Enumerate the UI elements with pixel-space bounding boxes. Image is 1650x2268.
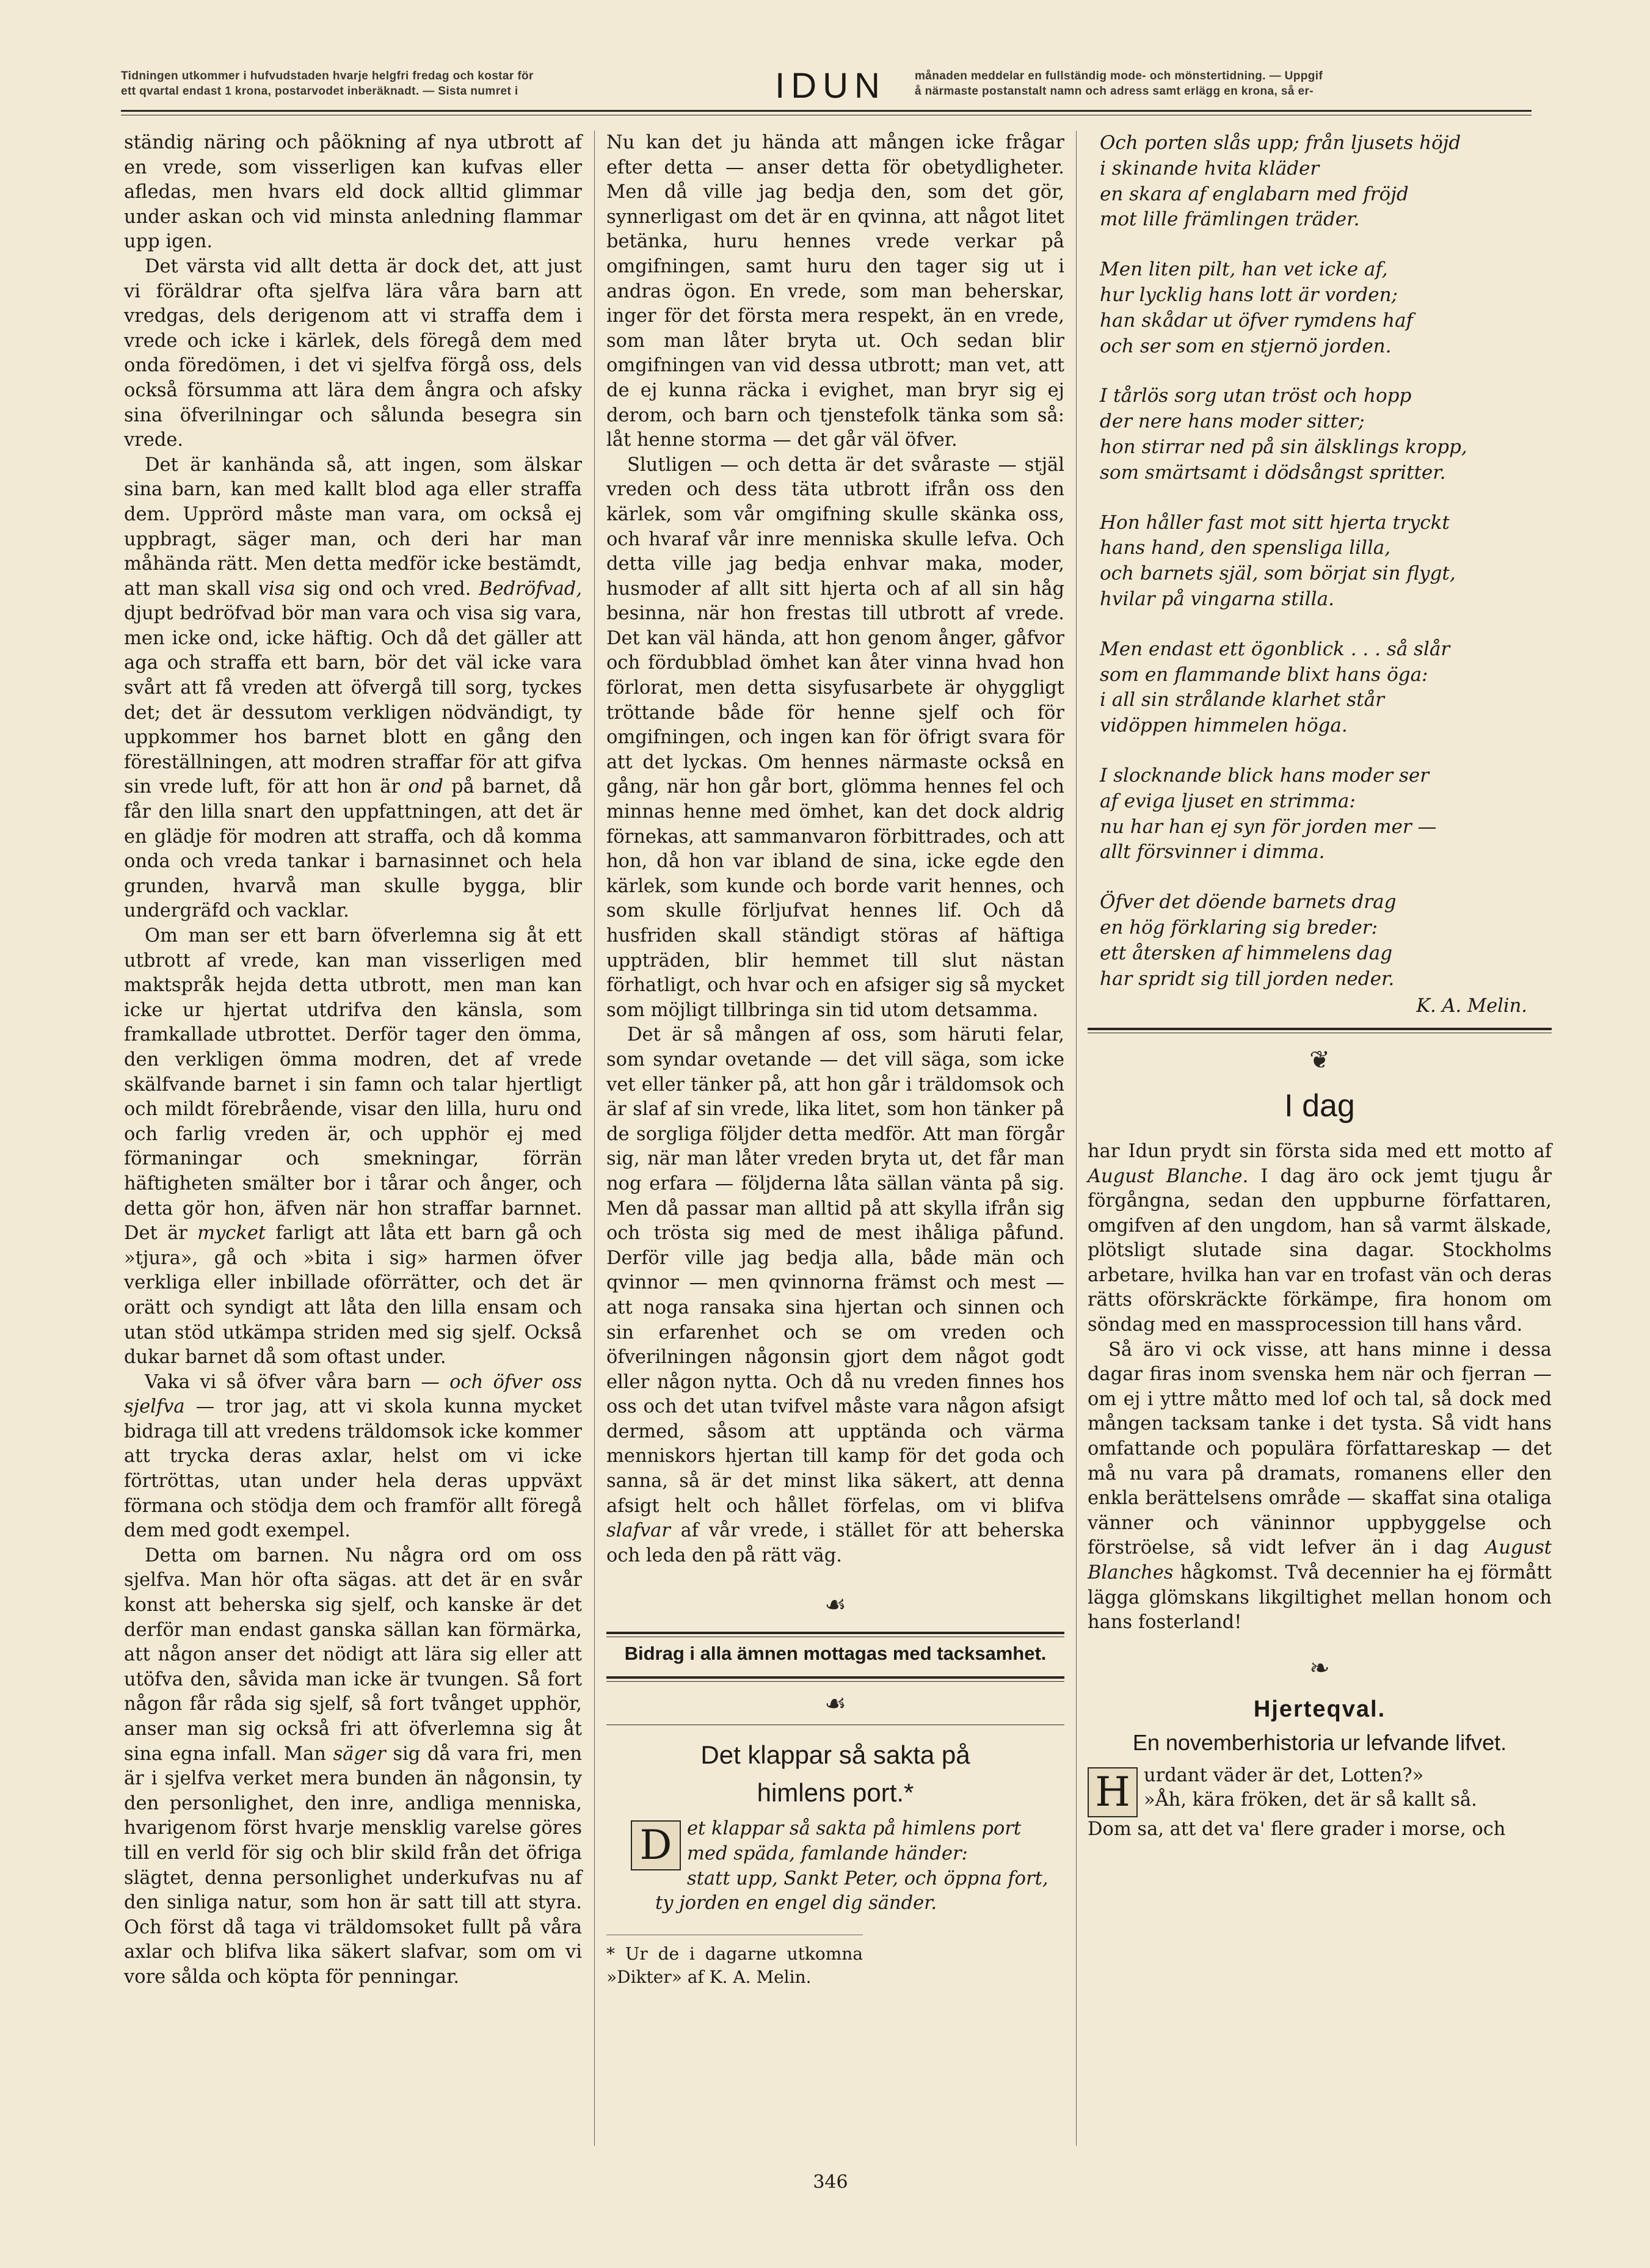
- poem-line: mot lille främlingen träder.: [1100, 208, 1360, 231]
- poem-line: Men liten pilt, han vet icke af,: [1100, 258, 1388, 281]
- paragraph: ständig näring och påökning af nya utbrott af en vrede, som visserligen kan kufvas eller afledas, men hvars eld dock alltid glimmar under askan och vid minsta anledning flammar upp igen.: [124, 132, 582, 253]
- section-rule-thin: [606, 1681, 1064, 1682]
- poem-line: I tårlös sorg utan tröst och hopp: [1100, 385, 1412, 407]
- page-number: 346: [813, 2172, 848, 2193]
- poem-line: en hög förklaring sig breder:: [1100, 916, 1378, 939]
- poem-line: der nere hans moder sitter;: [1100, 410, 1365, 433]
- contributions-notice: Bidrag i alla ämnen mottagas med tacksamhet.: [624, 1643, 1047, 1665]
- article-title-idag: I dag: [1284, 1088, 1355, 1124]
- poem-line: hur lycklig hans lott är vorden;: [1100, 283, 1398, 306]
- poem-line: Hon håller fast mot sitt hjerta tryckt: [1100, 511, 1450, 534]
- paragraph: Detta om barnen. Nu några ord om oss sjelfva. Man hör ofta sägas. att det är en svår konst att beherska sig sjelf, och kanske är det derför man endast ganska sällan kan förmärka, att någon anser det nödigt att lära sig eller att utöfva den, såvida man icke är tvungen. Så fort någon får råda sig sjelf, så fort tvånget upphör, anser man sig också fri att öfverlemna sig åt sina egna infall. Man säger sig då vara fri, men är i sjelfva verket mera bunden än någonsin, ty den personlighet, den inre, andliga menniska, hvarigenom först hvarje mensklig varelse göres till en verld för sig och blir skild från det öfriga slägtet, denna personlighet underkufvas nu af den sinliga natur, som hon är satt till att styra. Och först då taga vi träldomsoket fullt på våra axlar och blifva lika säkert slafvar, som om vi vore sålda och köpta för penningar.: [124, 1544, 583, 1988]
- flourish-icon: ❧: [1309, 1654, 1330, 1682]
- masthead-rule: [121, 110, 1532, 112]
- poem-line: och ser som en stjernö jorden.: [1100, 335, 1392, 357]
- poem-line: som smärtsamt i dödsångst spritter.: [1100, 461, 1446, 484]
- poem-continuation: [1088, 131, 1552, 992]
- paragraph: har Idun prydt sin första sida med ett motto af August Blanche. I dag äro ock jemt tjugu år förgångna, sedan den uppburne författaren, omgifven af den ungdom, han så varmt älskade, plötsligt slutade sina dagar. Stockholms arbetare, hvilka han var en trofast vän och deras rätts oförskräckte förkämpe, fira honom om söndag med en massprocession till hans vård.: [1088, 1140, 1552, 1336]
- masthead-title: IDUN: [775, 66, 886, 106]
- poem-line: hvilar på vingarna stilla.: [1100, 587, 1334, 610]
- poem-line: Öfver det döende barnets drag: [1100, 891, 1397, 914]
- flourish-icon: ☙: [824, 1690, 846, 1718]
- paragraph: Nu kan det ju hända att mången icke frågar efter detta — anser detta för obetydligheter. Men då ville jag bedja den, som det gör, synnerligast om det är en qvinna, att något litet betänka, huru hennes vrede verkar på omgifningen, samt huru den tager sig ut i andras ögon. En vrede, som man beherskar, inger för det första mera respekt, än en vrede, som man låter bryta ut. Och sedan blir omgifningen van vid dessa utbrott; man vet, att de ej kunna räcka i evighet, man bryr sig ej derom, och barn och tjenstefolk tänka som så: låt henne storma — det går väl öfver.: [606, 132, 1064, 451]
- poem-stanza: [1100, 511, 1552, 612]
- poem-line: och barnets själ, som börjat sin flygt,: [1100, 562, 1456, 585]
- story-subtitle: En novemberhistoria ur lefvande lifvet.: [1132, 1729, 1507, 1755]
- column-divider-2: [1076, 131, 1077, 2146]
- poem-author: K. A. Melin.: [1416, 995, 1527, 1017]
- masthead-left-notice: Tidningen utkommer i hufvudstaden hvarje helgfri fredag och kostar för ett qvartal endast 1 krona, postarvodet inberäknadt. — Sista numret i: [121, 70, 534, 98]
- poem-line: Och porten slås upp; från ljusets höjd: [1100, 132, 1461, 154]
- flourish-icon: ☙: [824, 1591, 846, 1619]
- poem-title: Det klappar så sakta på himlens port.*: [700, 1740, 970, 1808]
- dropcap-letter: H: [1088, 1767, 1138, 1817]
- paragraph: Så äro vi ock visse, att hans minne i dessa dagar firas inom svenska hem när och fjerran — om ej i yttre måtto med lof och tal, så dock med mången tacksam tanke i det tysta. Så vidt hans omfattande och populära författareskap — det må nu vara på dramats, romanens eller den enkla berättelsens område — skaffat sina otaliga vänner och väninnor uppbyggelse och förströelse, så vidt lefver än i dag August Blanches hågkomst. Två decennier ha ej förmått lägga glömskans likgiltighet mellan honom och hans fosterland!: [1088, 1339, 1552, 1634]
- story-title: Hjerteqval.: [1253, 1696, 1386, 1722]
- footnote: * Ur de i dagarne utkomna »Dikter» af K. A. Melin.: [606, 1935, 863, 1989]
- poem-line: I slocknande blick hans moder ser: [1100, 764, 1430, 787]
- poem-line: vidöppen himmelen höga.: [1100, 714, 1348, 737]
- poem-line: nu har han ej syn för jorden mer —: [1100, 815, 1437, 838]
- section-rule: [1088, 1028, 1552, 1030]
- poem-stanza: [1100, 637, 1552, 739]
- poem-stanza: [1100, 763, 1552, 865]
- poem-line: har spridt sig till jorden neder.: [1100, 967, 1395, 990]
- masthead-right-notice: månaden meddelar en fullständig mode- och mönstertidning. — Uppgif å närmaste postanstalt namn och adress samt erlägg en krona, så er-: [915, 70, 1323, 98]
- column-3: [1088, 131, 1552, 1842]
- paragraph: Om man ser ett barn öfverlemna sig åt ett utbrott af vrede, kan man visserligen med maktspråk hejda detta utbrott, men man kan icke ur hjertat utdrifva den känsla, som framkallade utbrottet. Derför tager den ömma, den verkligen ömma modren, det af vrede skälfvande barnet i sin famn och talar hjertligt och mildt förebrående, visar den lilla, huru ond och farlig vreden är, och upphör ej med förmaningar och smekningar, förrän häftigheten smälter bor i tårar och ånger, och detta gör hon, äfven när hon straffar barnnet. Det är mycket farligt att låta ett barn gå och »tjura», gå och »bita i sig» harmen öfver verkliga eller inbillade oförrätter, och det är orätt och syndigt att låta den lilla ensam och utan stöd utkämpa striden med sig sjelf. Också dukar barnet då som oftast under.: [124, 925, 582, 1368]
- poem-line: af eviga ljuset en strimma:: [1100, 790, 1356, 812]
- column-2: [606, 131, 1064, 1989]
- section-rule: [606, 1676, 1064, 1679]
- poem-line: han skådar ut öfver rymdens haf: [1100, 309, 1413, 332]
- poem-stanza: [1100, 131, 1552, 233]
- poem-line: hans hand, den spensliga lilla,: [1100, 537, 1391, 559]
- paragraph: Det värsta vid allt detta är dock det, att just vi föräldrar ofta sjelfva lära våra barn att vredgas, dels derigenom att vi straffa dem i vrede och icke i kärlek, dels föregå dem med onda föredömen, i det vi sjelfva förgå oss, dels också försumma att lära dem ångra och afsky sina öfverilningar och sålunda besegra sin vrede.: [124, 255, 582, 451]
- dropcap-letter: D: [631, 1820, 681, 1870]
- paragraph: Det är kanhända så, att ingen, som älskar sina barn, kan med kallt blod aga eller straffa dem. Upprörd måste man vara, om också ej uppbragt, säger man, och deri har man måhända rätt. Men detta medför icke bestämdt, att man skall visa sig ond och vred. Bedröfvad, djupt bedröfvad bör man vara och visa sig vara, men icke ond, icke häftig. Och då det gäller att aga och straffa ett barn, bör det väl icke vara svårt att få vreden att öfvergå till sorg, tyckes det; det är dessutom verkligen nödvändigt, ty uppkommer hos barnet blott en gång den föreställningen, att modren straffar för att gifva sin vrede luft, för att hon är ond på barnet, då får den lilla snart den uppfattningen, att det är en glädje för modren att straffa, och då komma onda och vreda tankar i barnasinnet och hela grunden, hvarvå man skulle bygga, blir undergräfd och vacklar.: [124, 454, 583, 922]
- poem-line: hon stirrar ned på sin älsklings kropp,: [1100, 435, 1467, 458]
- paragraph: Slutligen — och detta är det svåraste — stjäl vreden och dess täta utbrott ifrån oss den kärlek, som vår omgifning skulle skänka oss, och hvaraf vår inre menniska skulle lefva. Och detta ville jag bedja enhvar maka, moder, husmoder af allt sitt hjerta och af all sin håg besinna, när hon frestas till utbrott af vrede. Det kan väl hända, att hon genom ånger, gåfvor och fördubblad ömhet kan åter vinna hvad hon förlorat, men detta sisyfusarbete är ohyggligt tröttande både för henne sjelf och för omgifningen, och ingen kan för öfrigt svara för att det lyckas. Om hennes närmaste också en gång, när hon går bort, glömma hennes fel och minnas henne med ömhet, kan det dock aldrig förnekas, att sammanvaron förbittrades, och att hon, då hon var ibland de sina, icke egde den kärlek, som kunde och borde varit hennes, och som skulle förljufvat hennes lif. Och då husfriden skall ständigt störas af häftiga uppträden, blir hemmet till slut nästan förhatligt, och hvar och en afsiger sig så mycket som möjligt tillbringa sin tid utom detsamma.: [606, 454, 1064, 1021]
- poem-line: i skinande hvita kläder: [1100, 157, 1320, 180]
- paragraph: Vaka vi så öfver våra barn — och öfver oss sjelfva — tror jag, att vi skola kunna mycket bidraga till att vredens träldomsok icke kommer att trycka deras axlar, helst om vi icke förtröttas, utan under hela deras uppväxt förmana och stödja dem och framför allt föregå dem med godt exempel.: [124, 1371, 582, 1542]
- poem-line: ett återsken af himmelens dag: [1100, 942, 1393, 964]
- poem-stanza: [1100, 383, 1552, 485]
- story-opening: H urdant väder är det, Lotten?» »Åh, kära fröken, det är så kallt så. Dom sa, att det va' flere grader i morse, och: [1088, 1764, 1506, 1840]
- poem-line: Men endast ett ögonblick . . . så slår: [1100, 638, 1450, 660]
- poem-line: allt försvinner i dimma.: [1100, 841, 1325, 863]
- poem-line: en skara af englabarn med fröjd: [1100, 183, 1409, 205]
- section-rule: [606, 1632, 1064, 1634]
- paragraph: Det är så mången af oss, som häruti felar, som syndar ovetande — det vill säga, som icke vet eller tänker på, att hon går i träldomsok och är slaf af sin vrede, lika litet, som hon tänker på de sorgliga följder detta medför. Att man förgår sig, när man låter vreden bryta ut, det får man nog erfara — följderna låta sällan vänta på sig. Men då passar man alltid på att skylla ifrån sig och trösta sig med de mest ihåliga påfund. Derför ville jag bedja alla, både män och qvinnor — men qvinnorna främst och mest — att noga ransaka sina hjertan och sinnen och sin erfarenhet och se om vreden och öfverilningen någonsin gjort dem något godt eller någon nytta. Och då nu vreden finnes hos oss och det utan tvifvel måste vara någon afsigt dermed, såsom att upptända och värma menniskors hjertan till kamp för det goda och sanna, så är det minst lika säkert, att denna afsigt helt och hållet förfelas, om vi blifva slafvar af vår vrede, i stället för att beherska och leda den på rätt väg.: [606, 1024, 1064, 1566]
- column-divider-1: [594, 131, 595, 2146]
- poem-stanza: [1100, 890, 1552, 992]
- poem-line: i all sin strålande klarhet står: [1100, 689, 1384, 711]
- column-1: [124, 131, 582, 1990]
- poem-opening: D et klappar så sakta på himlens port med späda, famlande händer: statt upp, Sankt Peter, och öppna fort, ty jorden en engel dig sänder.: [606, 1817, 1064, 1916]
- poem-line: som en flammande blixt hans öga:: [1100, 663, 1428, 686]
- masthead: [121, 66, 1532, 106]
- flourish-icon: ❦: [1309, 1045, 1330, 1074]
- poem-stanza: [1100, 257, 1552, 359]
